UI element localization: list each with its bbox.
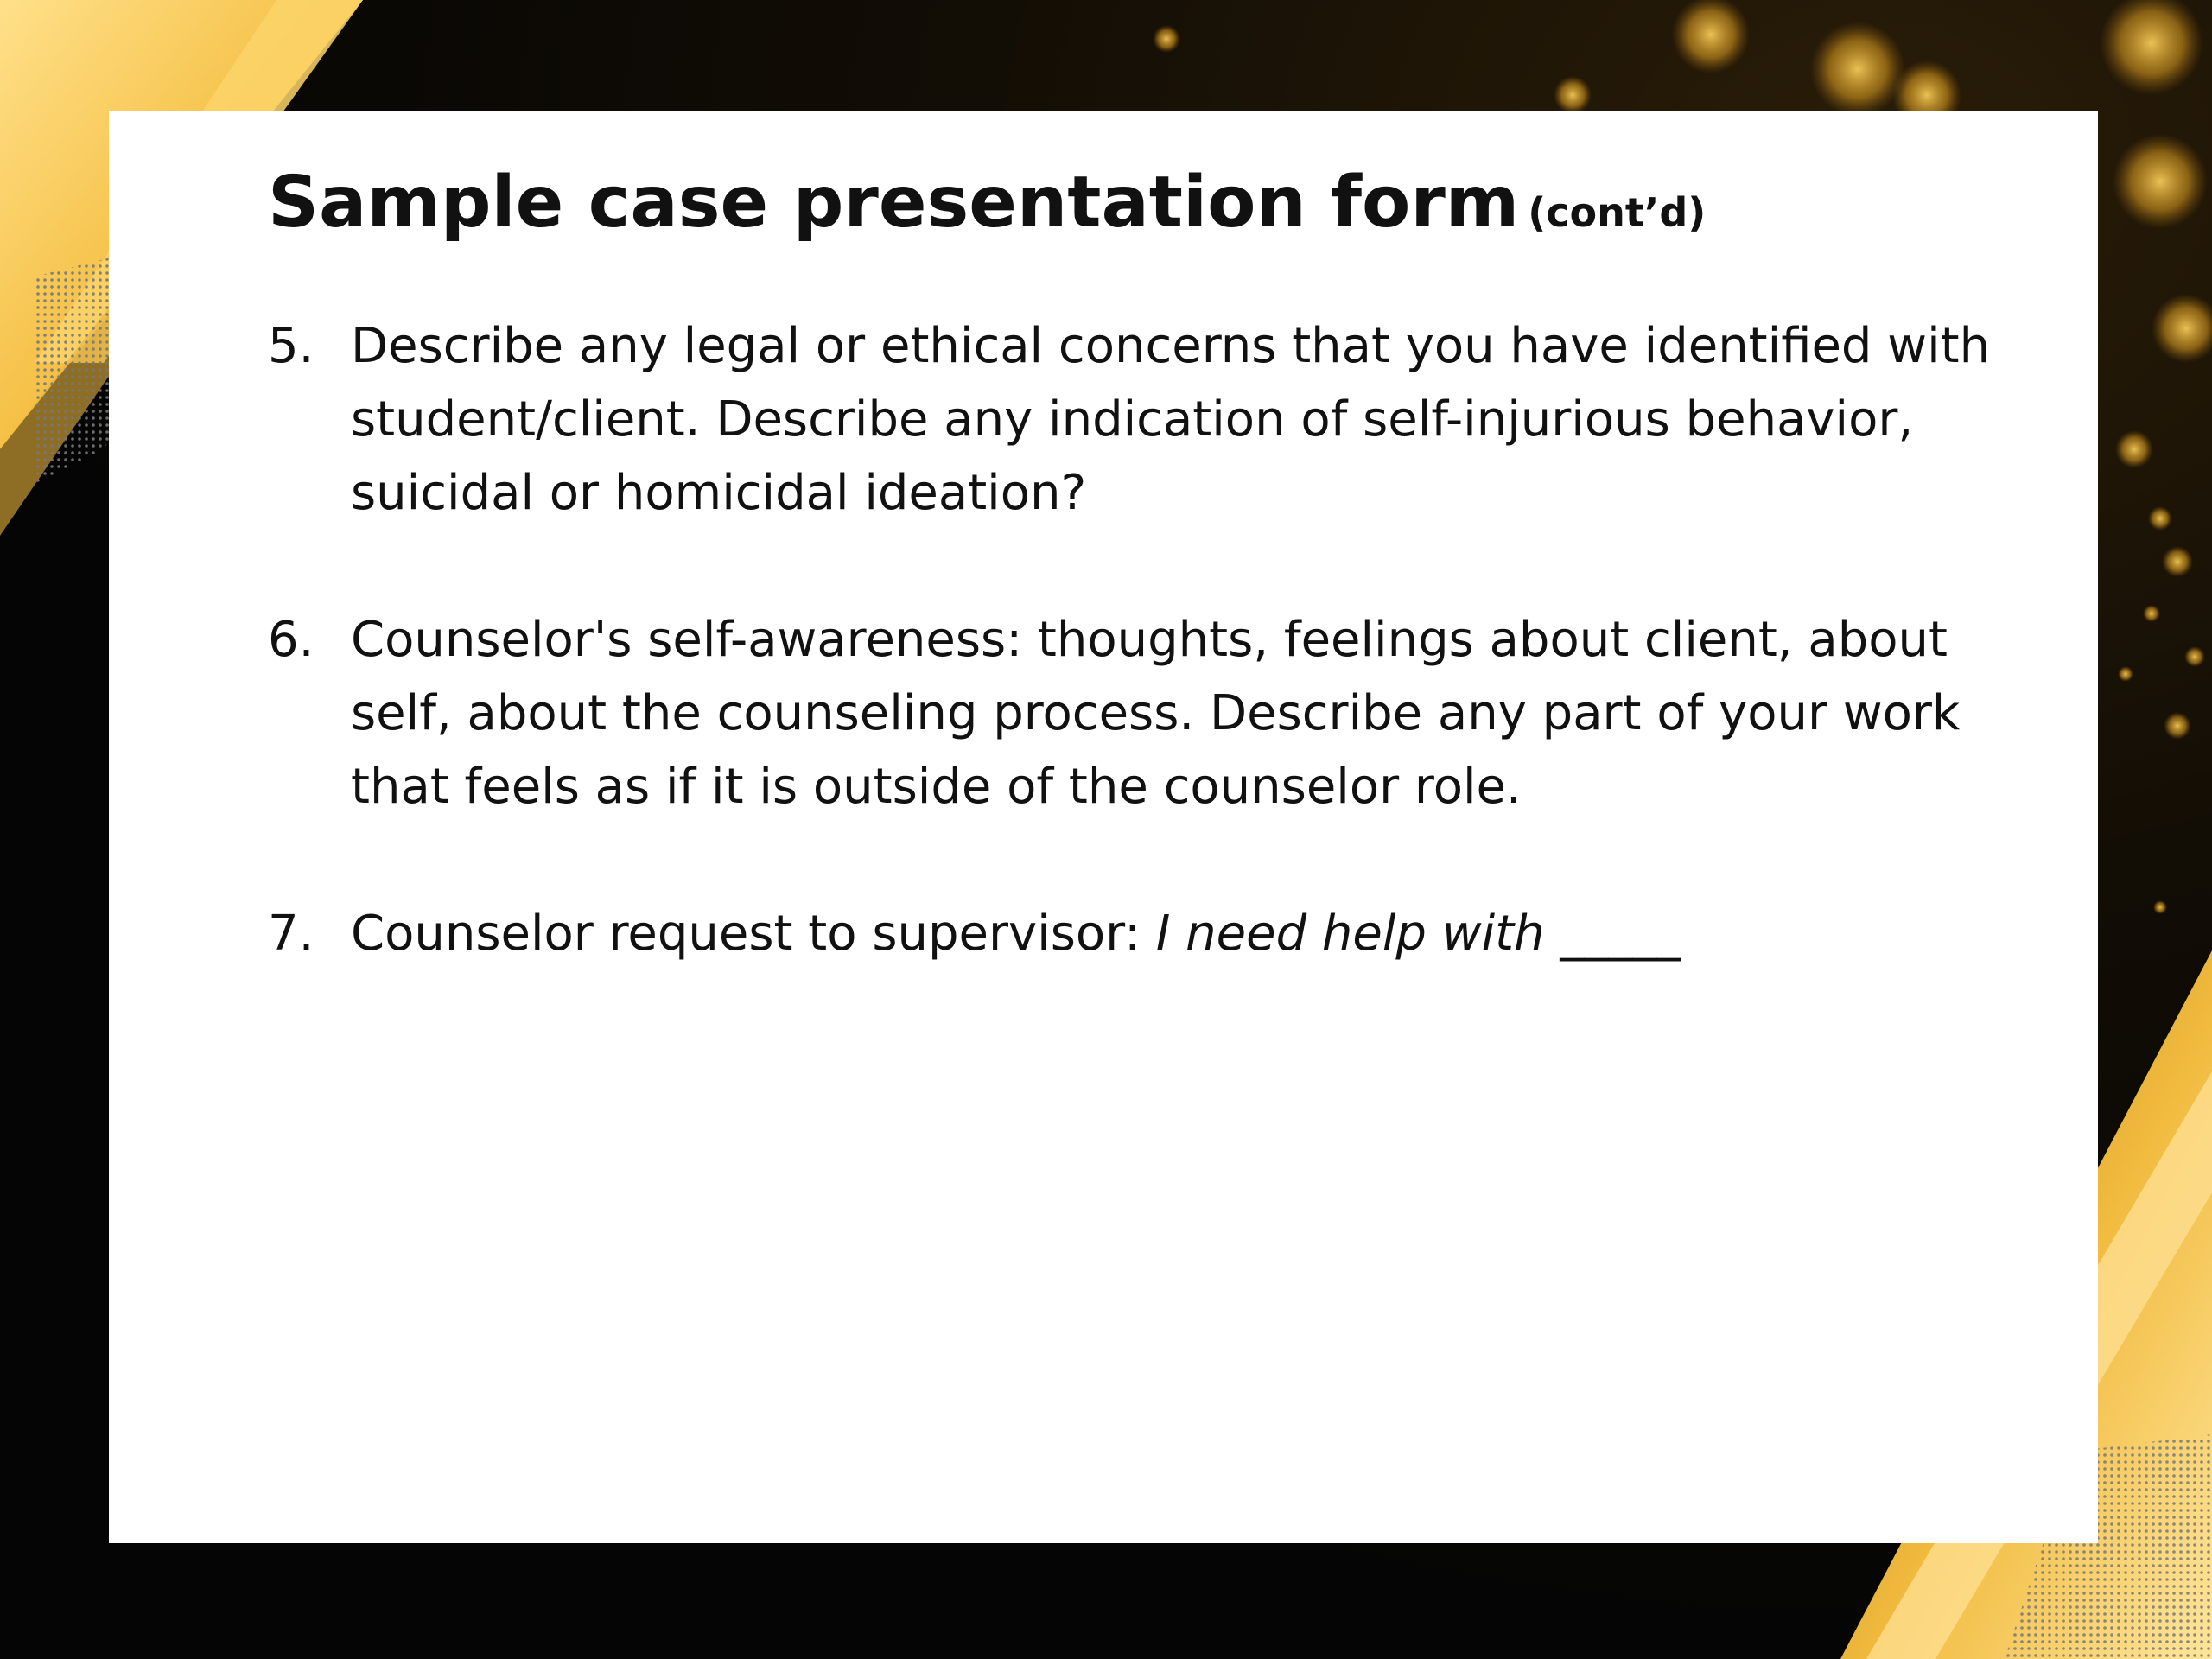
item-text: Describe any legal or ethical concerns that you have identified with student/client. Describe any indication of self-injurious behavior, suicidal or homicidal ideation? [351, 318, 1991, 521]
item-blank: _____ [1544, 906, 1681, 962]
item-number: 5. [268, 318, 315, 374]
item-number: 6. [268, 612, 315, 668]
title-text: Sample case presentation form [268, 162, 1520, 244]
title-suffix: (cont’d) [1528, 189, 1707, 236]
content-panel [109, 111, 2098, 1543]
list-item [268, 309, 2048, 530]
slide-title [268, 161, 1706, 245]
item-number: 7. [268, 906, 315, 962]
list-item [268, 897, 2048, 970]
item-text: Counselor request to supervisor: [351, 906, 1156, 962]
item-text: Counselor's self-awareness: thoughts, feelings about client, about self, about the counseling process. Describe any part of your work that feels as if it is outside of the counselor role. [351, 612, 1961, 815]
item-italic-text: I need help with [1155, 906, 1545, 962]
question-list [268, 309, 2048, 1044]
list-item [268, 603, 2048, 823]
